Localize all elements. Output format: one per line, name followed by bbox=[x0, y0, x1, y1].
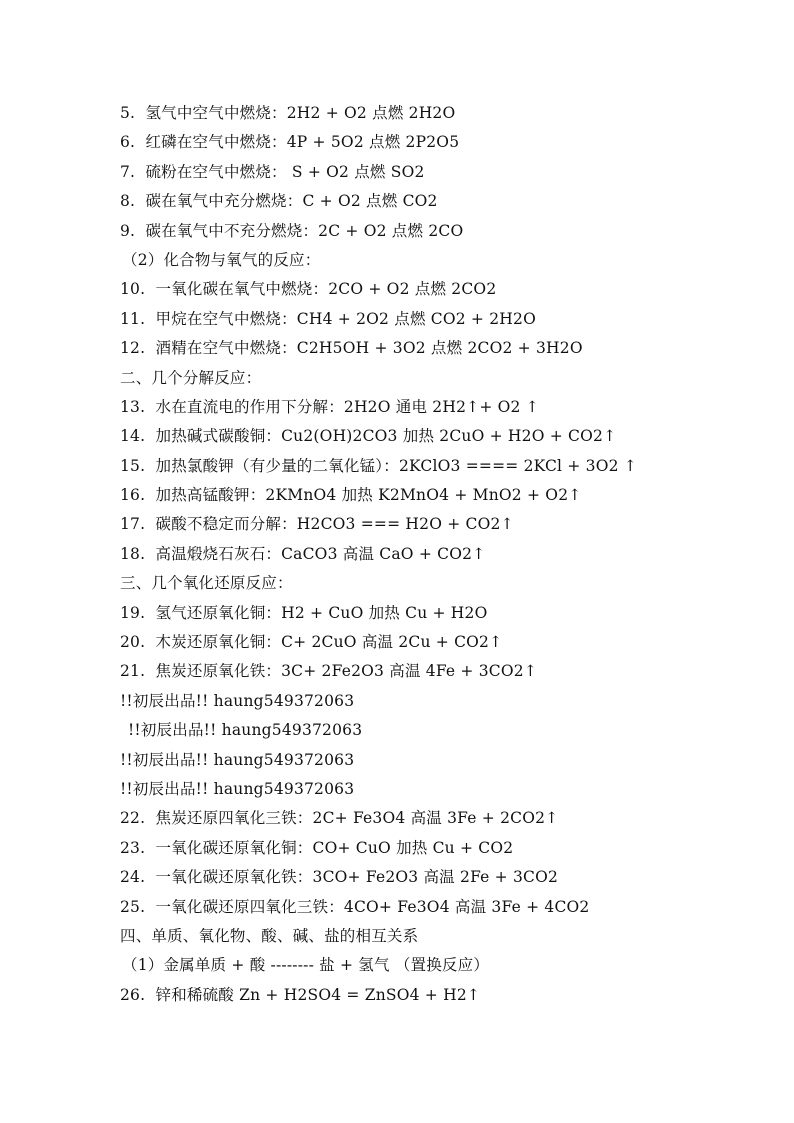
equation-line-22: 22. 焦炭还原四氧化三铁：2C+ Fe3O4 高温 3Fe + 2CO2↑ bbox=[120, 809, 559, 828]
equation-line-8: 8. 碳在氧气中充分燃烧：C + O2 点燃 CO2 bbox=[120, 192, 438, 211]
equation-line-17: 17. 碳酸不稳定而分解：H2CO3 === H2O + CO2↑ bbox=[120, 515, 514, 534]
equation-line-9: 9. 碳在氧气中不充分燃烧：2C + O2 点燃 2CO bbox=[120, 221, 464, 240]
equation-line-26: 26. 锌和稀硫酸 Zn + H2SO4 = ZnSO4 + H2↑ bbox=[120, 985, 481, 1004]
equation-line-20: 20. 木炭还原氧化铜：C+ 2CuO 高温 2Cu + CO2↑ bbox=[120, 633, 503, 652]
watermark-line: !!初辰出品!! haung549372063 bbox=[120, 750, 355, 769]
equation-line-23: 23. 一氧化碳还原氧化铜：CO+ CuO 加热 Cu + CO2 bbox=[120, 838, 514, 857]
section-heading-relations: 四、单质、氧化物、酸、碱、盐的相互关系 bbox=[120, 926, 419, 945]
subsection-heading-1: （1）金属单质 + 酸 -------- 盐 + 氢气 （置换反应） bbox=[122, 956, 490, 975]
equation-line-11: 11. 甲烷在空气中燃烧：CH4 + 2O2 点燃 CO2 + 2H2O bbox=[120, 309, 536, 328]
equation-line-18: 18. 高温煅烧石灰石：CaCO3 高温 CaO + CO2↑ bbox=[120, 544, 486, 563]
equation-line-25: 25. 一氧化碳还原四氧化三铁：4CO+ Fe3O4 高温 3Fe + 4CO2 bbox=[120, 897, 590, 916]
watermark-line: !!初辰出品!! haung549372063 bbox=[120, 691, 355, 710]
equation-line-24: 24. 一氧化碳还原氧化铁：3CO+ Fe2O3 高温 2Fe + 3CO2 bbox=[120, 868, 559, 887]
equation-line-15: 15. 加热氯酸钾（有少量的二氧化锰）：2KClO3 ==== 2KCl + 3O2 ↑ bbox=[120, 456, 637, 475]
equation-line-21: 21. 焦炭还原氧化铁：3C+ 2Fe2O3 高温 4Fe + 3CO2↑ bbox=[120, 662, 538, 681]
equation-line-14: 14. 加热碱式碳酸铜：Cu2(OH)2CO3 加热 2CuO + H2O + CO2↑ bbox=[120, 427, 617, 446]
equation-line-7: 7. 硫粉在空气中燃烧： S + O2 点燃 SO2 bbox=[120, 162, 425, 181]
section-heading-decomposition: 二、几个分解反应： bbox=[120, 368, 262, 387]
equation-line-12: 12. 酒精在空气中燃烧：C2H5OH + 3O2 点燃 2CO2 + 3H2O bbox=[120, 339, 583, 358]
equation-line-6: 6. 红磷在空气中燃烧：4P + 5O2 点燃 2P2O5 bbox=[120, 133, 460, 152]
equation-line-16: 16. 加热高锰酸钾：2KMnO4 加热 K2MnO4 + MnO2 + O2↑ bbox=[120, 486, 582, 505]
document-body bbox=[0, 99, 794, 1010]
equation-line-5: 5. 氢气中空气中燃烧：2H2 + O2 点燃 2H2O bbox=[120, 104, 456, 122]
equation-line-10: 10. 一氧化碳在氧气中燃烧：2CO + O2 点燃 2CO2 bbox=[120, 280, 497, 299]
section-heading-redox: 三、几个氧化还原反应： bbox=[120, 574, 293, 593]
watermark-line: !!初辰出品!! haung549372063 bbox=[128, 721, 363, 740]
subsection-heading-2: （2）化合物与氧气的反应： bbox=[122, 250, 321, 269]
equation-line-19: 19. 氢气还原氧化铜：H2 + CuO 加热 Cu + H2O bbox=[120, 603, 488, 622]
equation-line-13: 13. 水在直流电的作用下分解：2H2O 通电 2H2↑+ O2 ↑ bbox=[120, 397, 539, 416]
watermark-line: !!初辰出品!! haung549372063 bbox=[120, 779, 355, 798]
